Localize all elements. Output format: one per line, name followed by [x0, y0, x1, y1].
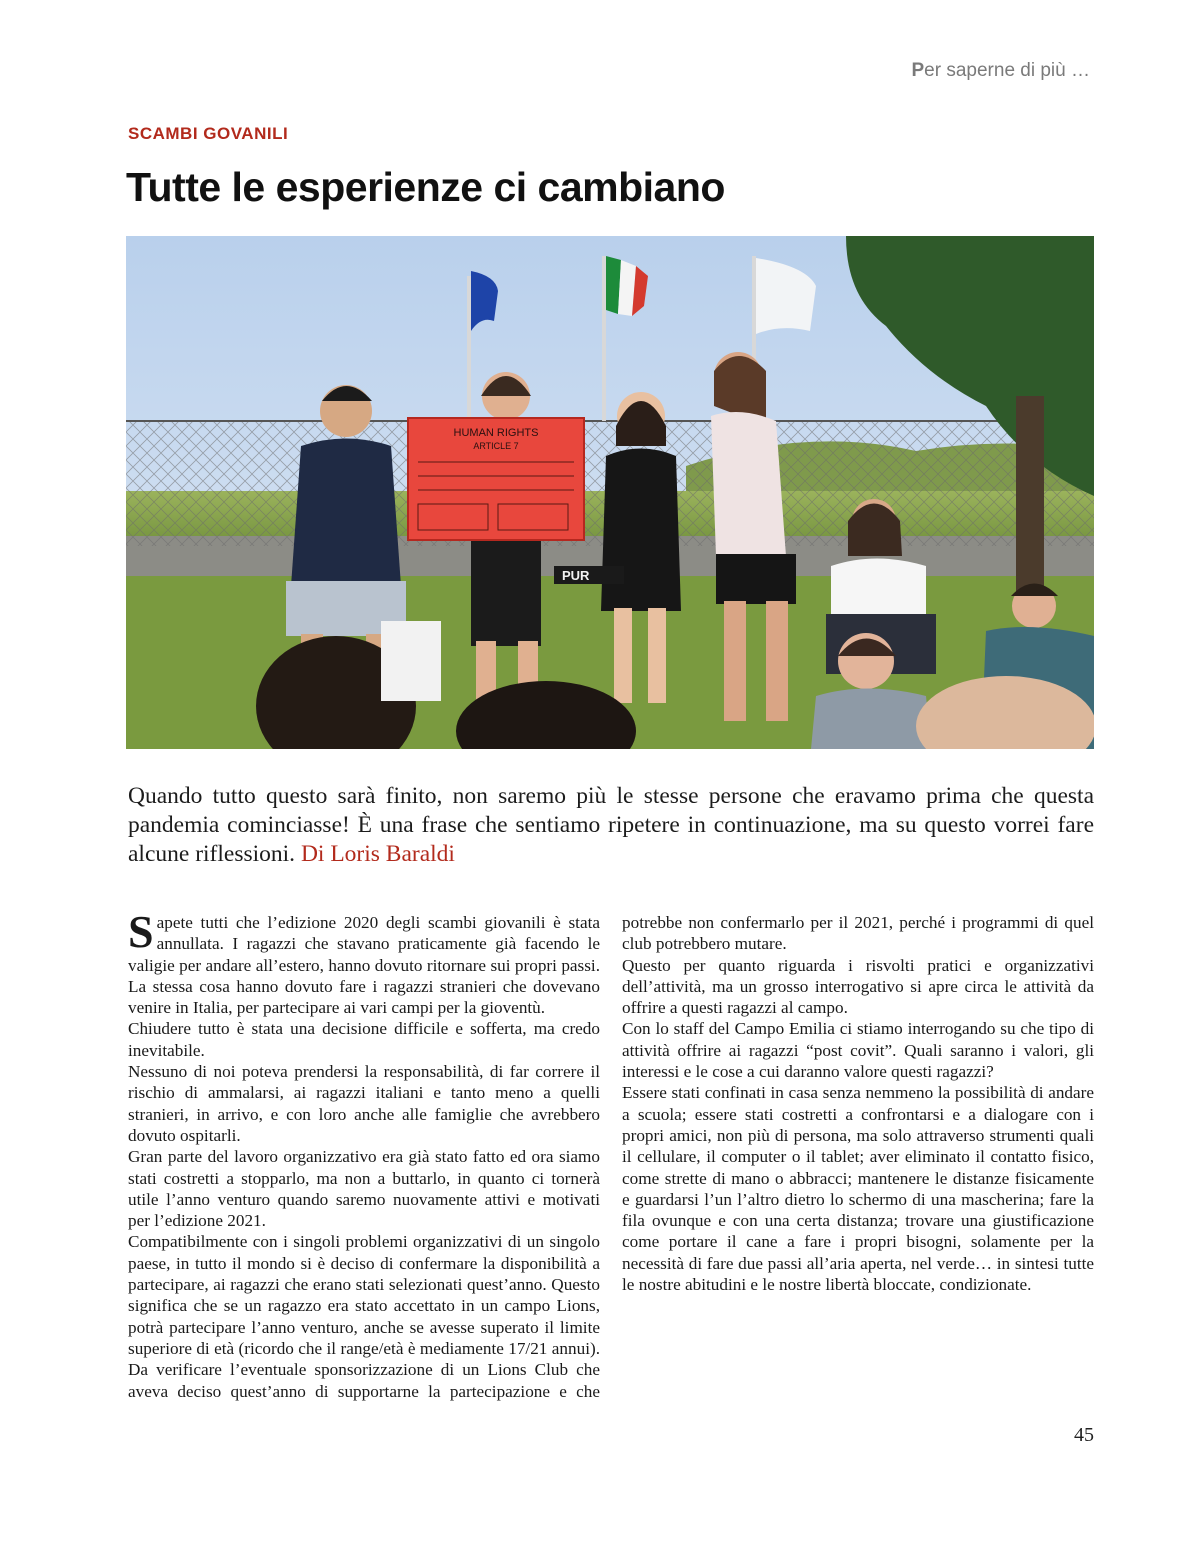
body-paragraph: Essere stati confinati in casa senza nemmeno la possibilità di andare a scuola; essere stati costretti a confrontarsi e a dialogare con i propri amici, non più di persona, ma solo attraverso strumenti quali il cellulare, il computer o il tablet; aver eliminato il contatto fisico, come strette di mano o abbracci; mantenere le distanze fisicamente e guardarsi l’un l’altro dietro lo schermo di una mascherina; fare la fila ovunque e con una certa distanza; trovare una giustificazione come portare il cane a fare i propri bisogni, solamente per la necessità di fare due passi all’aria aperta, nel verde… in sintesi tutte le nostre abitudini e le nostre libertà bloccate, condizionate. [622, 1083, 1094, 1295]
photo-illustration [126, 236, 1094, 749]
article-photo [126, 236, 1094, 749]
stool [381, 621, 441, 701]
page-number: 45 [1074, 1424, 1094, 1446]
body-paragraph: Compatibilmente con i singoli problemi organizzativi di un singolo paese, in tutto il mondo si è deciso di confermare la disponibilità a partecipare, ai ragazzi che erano stati selezionati quest’anno. Questo significa che se un ragazzo era stato accettato in un campo Lions, potrà partecipare l’anno venturo, anche se avesse superato il limite superiore di età (ricordo che il range/età è mediamente 17/21 annui). Da verificare l’eventuale sponsorizzazione di un Lions Club che aveva deciso quest’anno di supportarne la partecipazione e che potrebbe non confermarlo per il 2021, perché i programmi di quel club potrebbero mutare. [128, 913, 1094, 1401]
lead-text: Quando tutto questo sarà finito, non saremo più le stesse persone che eravamo prima che questa pandemia cominciasse! È una frase che sentiamo ripetere in continuazione, ma su questo vorrei fare alcune riflessioni. [128, 783, 1094, 867]
body-paragraph [128, 906, 600, 1018]
body-paragraph: Con lo staff del Campo Emilia ci stiamo interrogando su che tipo di attività offrire ai ragazzi “post covit”. Quali saranno i valori, gli interessi e le cose a cui daranno valore questi ragazzi? [622, 1019, 1094, 1082]
poster-subtitle: ARTICLE 7 [473, 441, 519, 451]
running-head-text: er saperne di più … [924, 60, 1090, 81]
banner-text: PUR [562, 568, 590, 583]
running-head [911, 60, 1090, 82]
author-byline: Di Loris Baraldi [300, 841, 455, 867]
body-paragraph: Chiudere tutto è stata una decisione difficile e sofferta, ma credo inevitabile. [128, 1019, 600, 1060]
paragraph-text: apete tutti che l’edizione 2020 degli scambi giovanili è stata annullata. I ragazzi che stavano praticamente già facendo le valigie per andare all’estero, hanno dovuto ritornare sui propri passi. La stessa cosa hanno dovuto fare i ragazzi stranieri che dovevano venire in Italia, per partecipare ai vari campi per la gioventù. [128, 913, 600, 1018]
section-label: SCAMBI GOVANILI [128, 124, 289, 143]
article-lead [128, 782, 1094, 869]
body-paragraph: Gran parte del lavoro organizzativo era già stato fatto ed ora siamo stati costretti a stopparlo, ma non a buttarlo, in quanto ci tornerà utile l’anno venturo quando saremo nuovamente attivi e motivati per l’edizione 2021. [128, 1147, 600, 1231]
running-head-initial: P [911, 60, 925, 81]
article-headline: Tutte le esperienze ci cambiano [126, 164, 725, 210]
drop-cap: S [128, 906, 154, 957]
tree-trunk [1016, 396, 1044, 596]
article-body [128, 906, 1094, 1412]
poster-title: HUMAN RIGHTS [453, 427, 539, 439]
body-paragraph: Questo per quanto riguarda i risvolti pratici e organizzativi dell’attività, ma un grosso interrogativo si apre circa le attività da offrire a questi ragazzi al campo. [622, 955, 1094, 1018]
poster [408, 418, 584, 540]
body-paragraph: Nessuno di noi poteva prendersi la responsabilità, di far correre il rischio di ammalarsi, ai ragazzi italiani e tanto meno a quelli stranieri, in arrivo, e con loro anche alle famiglie che avrebbero dovuto ospitarli. [128, 1062, 600, 1145]
